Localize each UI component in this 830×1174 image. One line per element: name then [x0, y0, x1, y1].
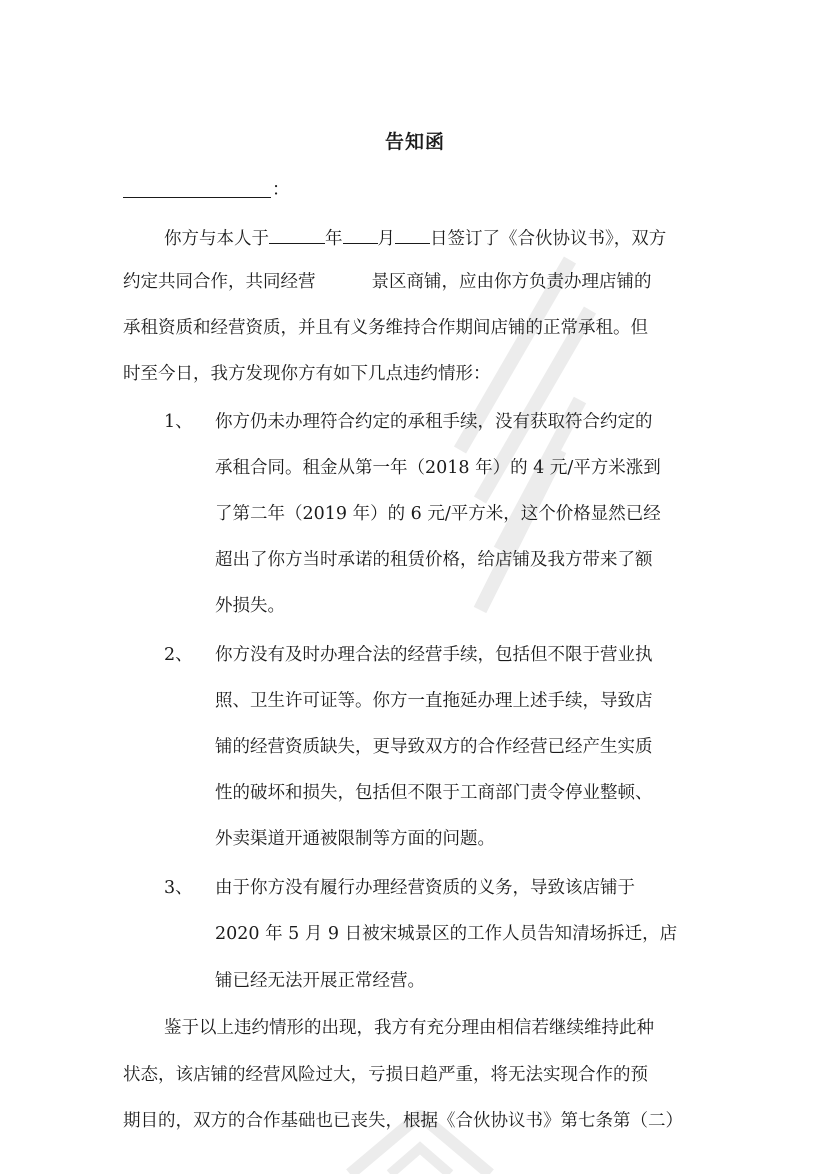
list-item-line: 由于你方没有履行办理经营资质的义务，导致该店铺于	[215, 878, 635, 898]
year-label: 年	[325, 229, 343, 249]
list-item-line: 铺已经无法开展正常经营。	[215, 971, 425, 991]
year-blank	[269, 224, 325, 244]
list-item-number: 2、	[164, 645, 193, 665]
closing-line-2: 状态，该店铺的经营风险过大，亏损日趋严重，将无法实现合作的预	[123, 1065, 648, 1085]
intro-line-1	[164, 224, 666, 251]
list-item-number: 1、	[164, 412, 193, 432]
intro-line-3: 承租资质和经营资质，并且有义务维持合作期间店铺的正常承租。但	[123, 318, 648, 338]
list-item-line: 照、卫生许可证等。你方一直拖延办理上述手续，导致店	[215, 691, 653, 711]
list-item-line: 你方仍未办理符合约定的承租手续，没有获取符合约定的	[215, 412, 653, 432]
list-item-line: 超出了你方当时承诺的租赁价格，给店铺及我方带来了额	[215, 550, 653, 570]
list-item-line: 性的破坏和损失，包括但不限于工商部门责令停业整顿、	[215, 783, 653, 803]
day-blank	[395, 224, 430, 244]
list-item-line: 你方没有及时办理合法的经营手续，包括但不限于营业执	[215, 645, 653, 665]
list-item-line: 外卖渠道开通被限制等方面的问题。	[215, 829, 495, 849]
page-title: 告知函	[384, 131, 445, 153]
list-item-line: 了第二年（2019 年）的 6 元/平方米，这个价格显然已经	[215, 504, 661, 524]
intro-text: 日签订了《合伙协议书》，双方	[430, 229, 667, 249]
list-item-line: 外损失。	[215, 596, 285, 616]
salutation-colon: ：	[272, 180, 290, 200]
list-item-line: 2020 年 5 月 9 日被宋城景区的工作人员告知清场拆迁，店	[215, 924, 678, 944]
intro-line-2	[123, 270, 652, 294]
intro-text: 你方与本人于	[164, 229, 269, 249]
intro-line-4: 时至今日，我方发现你方有如下几点违约情形：	[123, 364, 491, 384]
closing-line-1: 鉴于以上违约情形的出现，我方有充分理由相信若继续维持此种	[164, 1018, 654, 1038]
list-item-line: 承租合同。租金从第一年（2018 年）的 4 元/平方米涨到	[215, 458, 661, 478]
list-item-number: 3、	[164, 878, 193, 898]
closing-line-3: 期目的，双方的合作基础也已丧失，根据《合伙协议书》第七条第（二）	[123, 1111, 683, 1131]
watermark-logo-icon	[440, 250, 600, 630]
intro-text: 约定共同合作，共同经营	[123, 272, 316, 292]
month-label: 月	[377, 229, 395, 249]
month-blank	[343, 224, 378, 244]
recipient-blank	[123, 197, 271, 198]
list-item-line: 铺的经营资质缺失，更导致双方的合作经营已经产生实质	[215, 737, 653, 757]
intro-text: 景区商铺，应由你方负责办理店铺的	[371, 272, 652, 292]
